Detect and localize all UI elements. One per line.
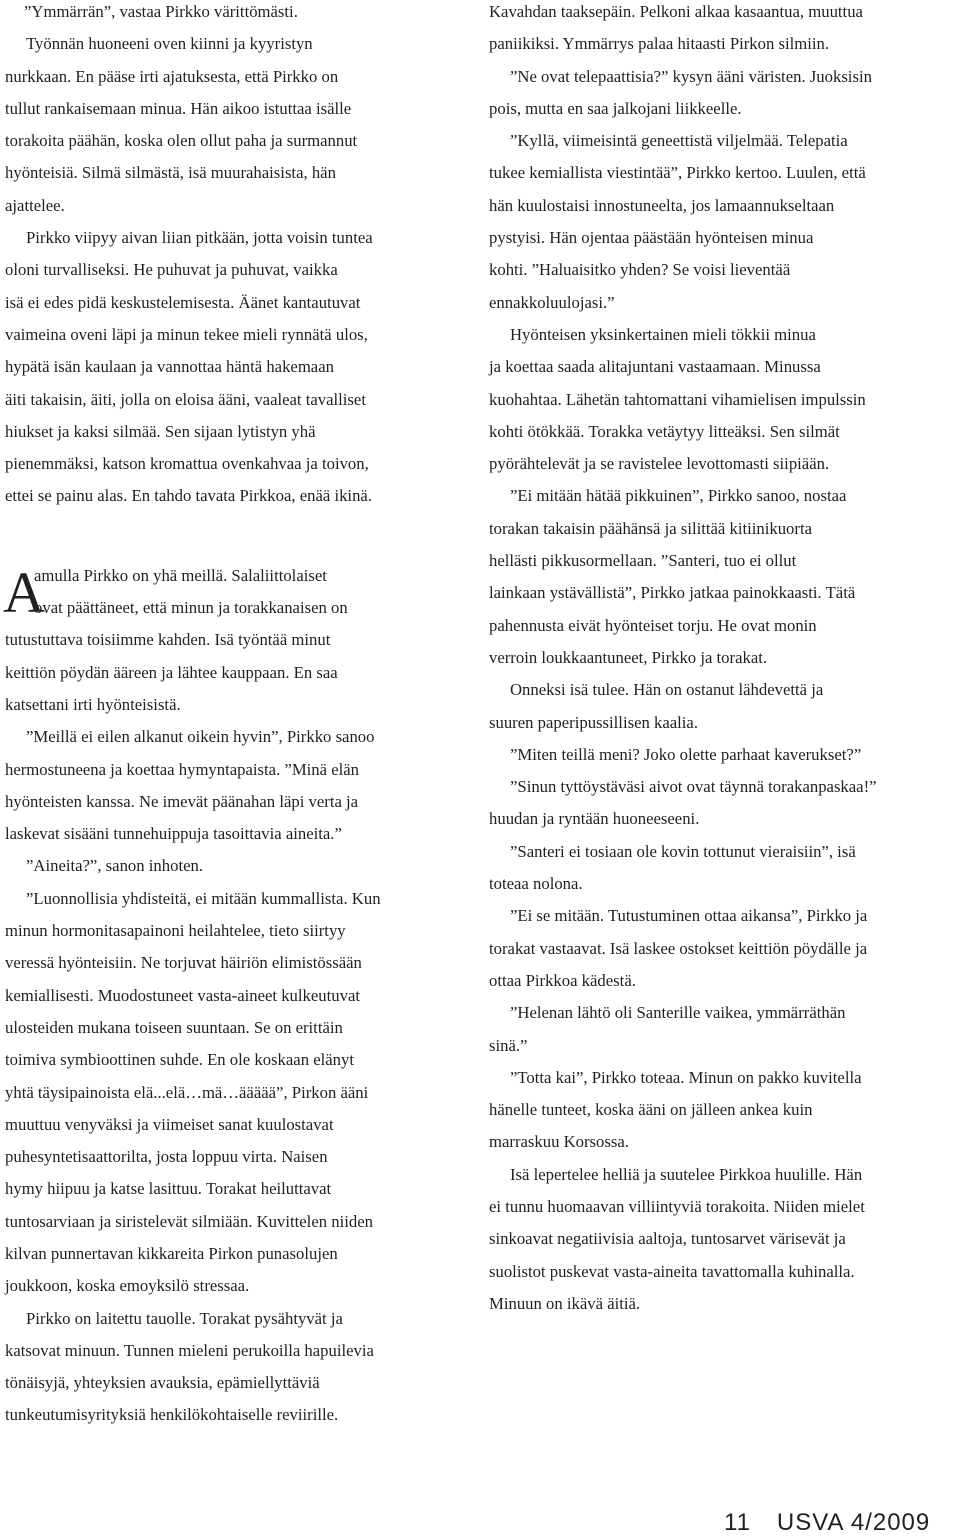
text-line: kohti. ”Haluaisitko yhden? Se voisi lieventää (489, 260, 791, 280)
text-line: ei tunnu huomaavan villiintyviä torakoita. Niiden mielet (489, 1196, 865, 1216)
page-number: 11 (724, 1509, 751, 1536)
text-line: kuohahtaa. Lähetän tahtomattani vihamielisen impulssin (489, 389, 866, 409)
text-line: torakoita päähän, koska olen ollut paha ja surmannut (5, 131, 358, 151)
text-line: torakat vastaavat. Isä laskee ostokset keittiön pöydälle ja (489, 938, 868, 958)
text-line: hänelle tunteet, koska ääni on jälleen ankea kuin (489, 1100, 813, 1120)
text-line: muuttuu venyväksi ja viimeiset sanat kuulostavat (5, 1114, 334, 1134)
text-line: toteaa nolona. (489, 874, 583, 894)
text-line: Hyönteisen yksinkertainen mieli tökkii minua (510, 324, 816, 344)
text-line: ”Aineita?”, sanon inhoten. (26, 856, 204, 876)
text-line: ottaa Pirkkoa kädestä. (489, 970, 636, 990)
text-line: tuntosarviaan ja siristelevät silmiään. Kuvittelen niiden (5, 1211, 373, 1231)
text-line: kohti ötökkää. Torakka vetäytyy litteäksi. Sen silmät (489, 421, 840, 441)
text-line: Pirkko viipyy aivan liian pitkään, jotta voisin tuntea (26, 228, 373, 248)
text-line: verroin loukkaantuneet, Pirkko ja torakat. (489, 647, 768, 667)
right-text-column (489, 0, 959, 1320)
text-line: ”Santeri ei tosiaan ole kovin tottunut vieraisiin”, isä (510, 841, 856, 861)
text-line: ajattelee. (5, 195, 65, 215)
text-line: tunkeutumisyrityksiä henkilökohtaiselle reviirille. (5, 1405, 339, 1425)
text-line: Työnnän huoneeni oven kiinni ja kyyristyn (26, 34, 313, 54)
text-line: amulla Pirkko on yhä meillä. Salaliittolaiset (34, 565, 327, 585)
text-line: ”Miten teillä meni? Joko olette parhaat kaverukset?” (510, 744, 862, 764)
text-line: torakan takaisin päähänsä ja silittää kitiinikuorta (489, 518, 812, 538)
section-break (5, 513, 475, 560)
text-line: pahennusta eivät hyönteiset torju. He ovat monin (489, 615, 817, 635)
text-line: Isä lepertelee helliä ja suutelee Pirkkoa huulille. Hän (510, 1164, 863, 1184)
text-line: suolistot puskevat vasta-aineita tavattomalla kuhinalla. (489, 1261, 855, 1281)
left-text-column (5, 0, 475, 1432)
text-line: marraskuu Korsossa. (489, 1132, 629, 1152)
text-line: ”Ymmärrän”, vastaa Pirkko värittömästi. (24, 2, 298, 21)
text-line: vaimeina oveni läpi ja minun tekee mieli rynnätä ulos, (5, 324, 368, 344)
text-line: tukee kemiallista viestintää”, Pirkko kertoo. Luulen, että (489, 163, 866, 183)
page-footer (724, 1508, 930, 1538)
left-lines-a (5, 0, 475, 513)
text-line: ”Ei se mitään. Tutustuminen ottaa aikansa”, Pirkko ja (510, 906, 868, 926)
text-line: laskevat sisääni tunnehuippuja tasoittavia aineita.” (5, 824, 342, 844)
text-line: äiti takaisin, äiti, jolla on eloisa ääni, vaaleat tavalliset (5, 389, 366, 409)
text-line: sinkoavat negatiivisia aaltoja, tuntosarvet värisevät ja (489, 1229, 846, 1249)
text-line: sinä.” (489, 1035, 528, 1055)
text-line: ovat päättäneet, että minun ja torakkanaisen on (34, 598, 348, 618)
text-line: kilvan punnertavan kikkareita Pirkon punasolujen (5, 1243, 338, 1263)
text-line: yhtä täysipainoista elä...elä…mä…äääää”, Pirkon ääni (5, 1082, 369, 1102)
publication-issue: USVA 4/2009 (776, 1509, 931, 1536)
text-line: tönäisyjä, yhteyksien avauksia, epämiellyttäviä (5, 1373, 320, 1393)
text-line: pois, mutta en saa jalkojani liikkeelle. (489, 98, 742, 118)
text-line: nurkkaan. En pääse irti ajatuksesta, että Pirkko on (5, 66, 339, 86)
text-line: paniikiksi. Ymmärrys palaa hitaasti Pirkon silmiin. (489, 34, 830, 54)
text-line: ”Kyllä, viimeisintä geneettistä viljelmää. Telepatia (510, 131, 848, 151)
text-line: ”Helenan lähtö oli Santerille vaikea, ymmärräthän (510, 1003, 846, 1023)
text-line: toimiva symbioottinen suhde. En ole koskaan elänyt (5, 1050, 354, 1070)
text-line: katsovat minuun. Tunnen mieleni perukoilla hapuilevia (5, 1340, 374, 1360)
text-line: ”Ei mitään hätää pikkuinen”, Pirkko sanoo, nostaa (510, 486, 847, 506)
dropcap-paragraph (5, 560, 475, 625)
text-line: ”Meillä ei eilen alkanut oikein hyvin”, Pirkko sanoo (26, 727, 375, 747)
text-line: pystyisi. Hän ojentaa päästään hyönteisen minua (489, 228, 814, 248)
text-line: Kavahdan taaksepäin. Pelkoni alkaa kasaantua, muuttua (489, 2, 863, 21)
text-line: hellästi pikkusormellaan. ”Santeri, tuo ei ollut (489, 551, 797, 571)
text-line: puhesyntetisaattorilta, josta loppuu virta. Naisen (5, 1147, 328, 1167)
text-line: ”Totta kai”, Pirkko toteaa. Minun on pakko kuvitella (510, 1067, 862, 1087)
drop-cap: A (3, 559, 45, 625)
text-line: tullut rankaisemaan minua. Hän aikoo istuttaa isälle (5, 98, 352, 118)
text-line: hypätä isän kaulaan ja vannottaa häntä hakemaan (5, 357, 334, 377)
text-line: hymy hiipuu ja katse lasittuu. Torakat heiluttavat (5, 1179, 332, 1199)
text-line: ennakkoluulojasi.” (489, 292, 615, 312)
text-line: ja koettaa saada alitajuntani vastaamaan. Minussa (489, 357, 821, 377)
text-line: tutustuttava toisiimme kahden. Isä työntää minut (5, 630, 331, 650)
text-line: katsettani irti hyönteisistä. (5, 694, 181, 714)
text-line: pyörähtelevät ja se ravistelee levottomasti siipiään. (489, 454, 830, 474)
text-line: huudan ja ryntään huoneeseeni. (489, 809, 700, 829)
left-lines-b (5, 624, 475, 1431)
text-line: pienemmäksi, katson kromattua ovenkahvaa ja toivon, (5, 454, 369, 474)
text-line: Onneksi isä tulee. Hän on ostanut lähdevettä ja (510, 680, 824, 700)
text-line: Minuun on ikävä äitiä. (489, 1293, 641, 1313)
text-line: kemiallisesti. Muodostuneet vasta-aineet kulkeutuvat (5, 985, 360, 1005)
text-line: hiukset ja kaksi silmää. Sen sijaan lytistyn yhä (5, 421, 316, 441)
text-line: minun hormonitasapainoni heilahtelee, tieto siirtyy (5, 921, 346, 941)
text-line: keittiön pöydän ääreen ja lähtee kauppaan. En saa (5, 662, 338, 682)
text-line: suuren paperipussillisen kaalia. (489, 712, 699, 732)
text-line: ”Ne ovat telepaattisia?” kysyn ääni väristen. Juoksisin (510, 66, 872, 86)
text-line: lainkaan ystävällistä”, Pirkko jatkaa painokkaasti. Tätä (489, 583, 856, 603)
text-line: hän kuulostaisi innostuneelta, jos lamaannukseltaan (489, 195, 835, 215)
text-line: isä ei edes pidä keskustelemisesta. Äänet kantautuvat (5, 292, 361, 312)
text-line: hermostuneena ja koettaa hymyntapaista. ”Minä elän (5, 759, 360, 779)
text-line: joukkoon, koska emoyksilö stressaa. (5, 1276, 250, 1296)
text-line: ”Sinun tyttöystäväsi aivot ovat täynnä torakanpaskaa!” (510, 777, 877, 797)
text-line: ”Luonnollisia yhdisteitä, ei mitään kummallista. Kun (26, 888, 381, 908)
text-line: hyönteisten kanssa. Ne imevät päänahan läpi verta ja (5, 791, 359, 811)
text-line: hyönteisiä. Silmä silmästä, isä muurahaisista, hän (5, 163, 336, 183)
text-line: veressä hyönteisiin. Ne torjuvat häiriön elimistössään (5, 953, 362, 973)
text-line: oloni turvalliseksi. He puhuvat ja puhuvat, vaikka (5, 260, 338, 280)
text-line: ettei se painu alas. En tahdo tavata Pirkkoa, enää ikinä. (5, 486, 372, 506)
text-line: Pirkko on laitettu tauolle. Torakat pysähtyvät ja (26, 1308, 343, 1328)
text-line: ulosteiden mukana toiseen suuntaan. Se on erittäin (5, 1017, 343, 1037)
